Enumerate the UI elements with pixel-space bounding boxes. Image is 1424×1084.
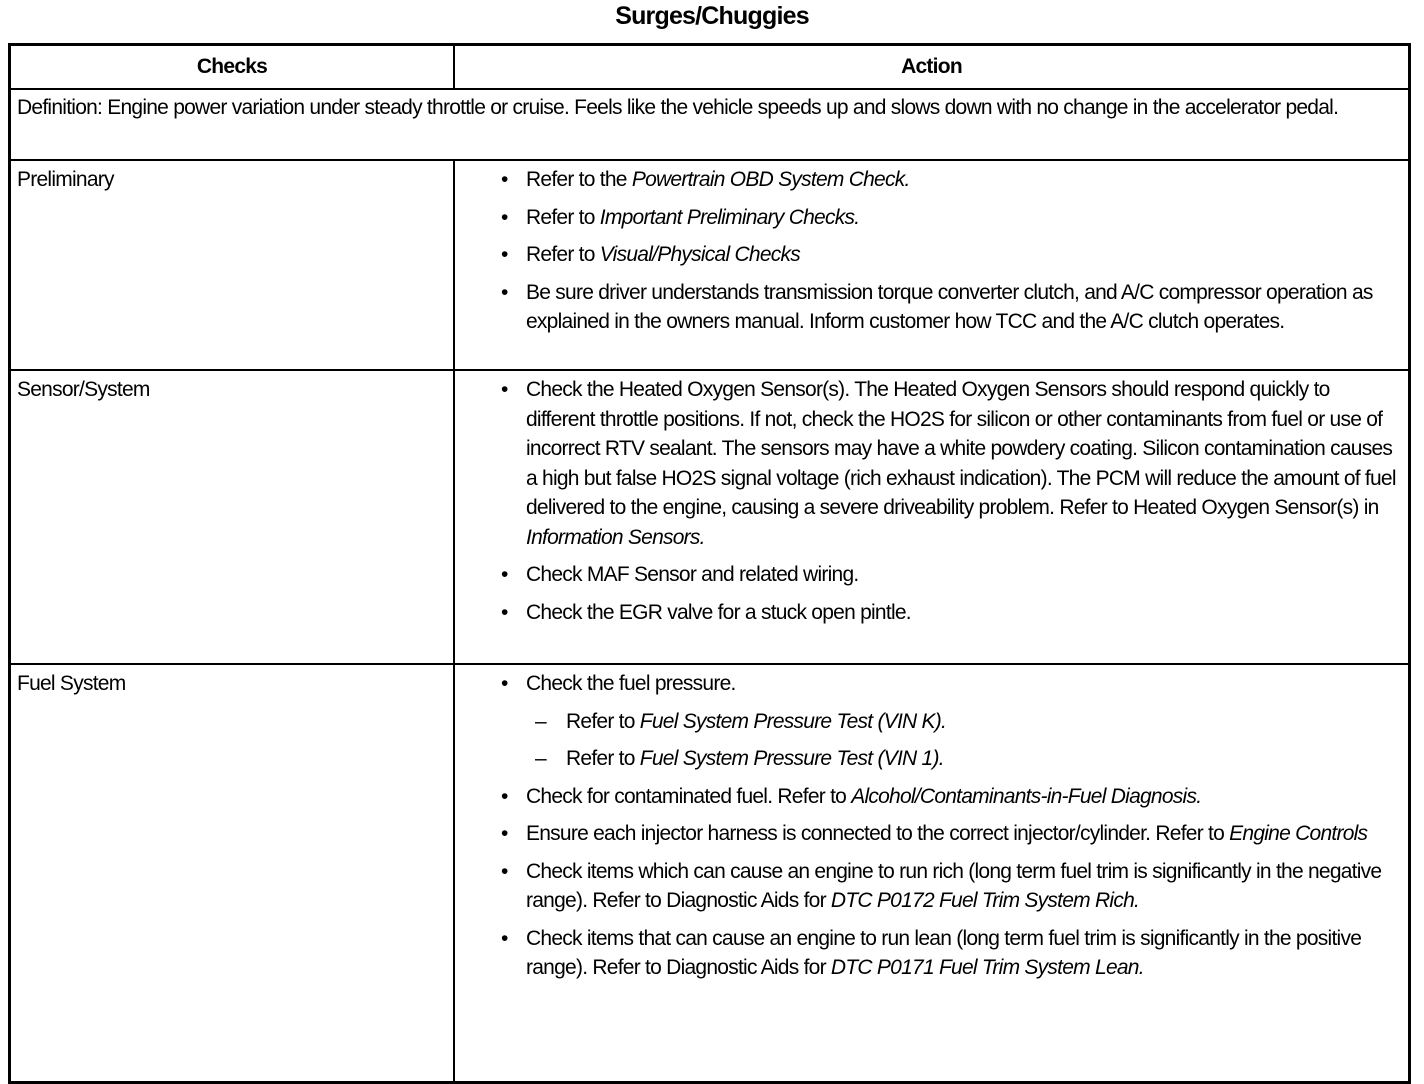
- table-row: [10, 370, 1410, 664]
- definition-row: [10, 89, 1410, 160]
- item-text: Check items that can cause an engine to run lean (long term fuel trim is significantly in the positive range). Refer to Diagnostic Aids for: [526, 926, 1362, 979]
- list-item: [495, 857, 1400, 916]
- bullet-icon: •: [501, 378, 508, 401]
- dash-icon: –: [535, 747, 546, 770]
- list-item: [495, 203, 1400, 233]
- item-text: Refer to: [566, 709, 640, 733]
- reference-link-text: Engine Controls: [1229, 822, 1368, 845]
- item-text: Check items which can cause an engine to run rich (long term fuel trim is significantly in the negative range). Refer to Diagnostic Aids for: [526, 859, 1382, 912]
- item-text: Check the Heated Oxygen Sensor(s). The Heated Oxygen Sensors should respond quickly to different throttle positions. If not, check the HO2S for silicon or other contaminants from fuel or use of incorrect RTV sealant. The sensors may have a white powdery coating. Silicon contamination causes a high but false HO2S signal voltage (rich exhaust indication). The PCM will reduce the amount of fuel delivered to the engine, causing a severe driveability problem. Refer to Heated Oxygen Sensor(s) in: [526, 378, 1396, 519]
- item-text: Ensure each injector harness is connected to the correct injector/cylinder. Refer to: [526, 822, 1230, 845]
- item-text: Refer to: [526, 205, 600, 229]
- list-item: [495, 240, 1400, 270]
- check-cell: Sensor/System: [10, 370, 455, 664]
- check-cell: Fuel System: [10, 664, 455, 1083]
- reference-link-text: Important Preliminary Checks.: [599, 205, 860, 229]
- list-item: [495, 375, 1400, 552]
- reference-link-text: Fuel System Pressure Test (VIN 1).: [639, 747, 944, 770]
- item-text: Refer to: [566, 747, 640, 770]
- bullet-icon: •: [501, 280, 508, 304]
- reference-link-text: Alcohol/Contaminants-in-Fuel Diagnosis.: [851, 784, 1202, 808]
- reference-link-text: Fuel System Pressure Test (VIN K).: [639, 709, 947, 733]
- action-cell: [454, 664, 1410, 1083]
- bullet-icon: •: [501, 926, 508, 950]
- reference-link-text: DTC P0171 Fuel Trim System Lean.: [830, 956, 1144, 979]
- action-cell: [454, 160, 1410, 370]
- bullet-icon: •: [501, 600, 508, 624]
- definition-text: Definition: Engine power variation under steady throttle or cruise. Feels like the vehicle speeds up and slows down with no change in the accelerator pedal.: [10, 89, 1410, 160]
- checks-header: Checks: [10, 45, 455, 90]
- bullet-icon: •: [501, 205, 508, 229]
- bullet-icon: •: [501, 784, 508, 808]
- page-title: Surges/Chuggies: [615, 2, 809, 30]
- list-item: [495, 782, 1400, 812]
- item-text: Check the EGR valve for a stuck open pintle.: [526, 600, 911, 624]
- bullet-icon: •: [501, 859, 508, 883]
- diagnosis-table: [8, 43, 1411, 1084]
- item-text: Refer to the: [526, 168, 632, 191]
- reference-link-text: DTC P0172 Fuel Trim System Rich.: [830, 889, 1140, 912]
- list-item: [495, 278, 1400, 337]
- list-item: [495, 924, 1400, 983]
- bullet-icon: •: [501, 168, 508, 191]
- check-cell: Preliminary: [10, 160, 455, 370]
- reference-link-text: Powertrain OBD System Check.: [631, 168, 910, 191]
- dash-icon: –: [535, 709, 546, 733]
- list-item: [495, 669, 1400, 699]
- reference-link-text: Visual/Physical Checks: [599, 243, 801, 266]
- bullet-icon: •: [501, 822, 508, 845]
- sub-list-item: [495, 744, 1400, 774]
- action-cell: [454, 370, 1410, 664]
- list-item: [495, 560, 1400, 590]
- sub-list-item: [495, 707, 1400, 737]
- bullet-icon: •: [501, 243, 508, 266]
- list-item: [495, 598, 1400, 628]
- item-text: Be sure driver understands transmission torque converter clutch, and A/C compressor operation as explained in the owners manual. Inform customer how TCC and the A/C clutch operates.: [526, 280, 1373, 333]
- bullet-icon: •: [501, 672, 508, 695]
- bullet-icon: •: [501, 563, 508, 586]
- table-row: [10, 664, 1410, 1083]
- item-text: Check the fuel pressure.: [526, 672, 736, 695]
- item-text: Refer to: [526, 243, 600, 266]
- action-header: Action: [454, 45, 1410, 90]
- table-row: [10, 160, 1410, 370]
- reference-link-text: Information Sensors.: [526, 525, 705, 549]
- item-text: Check MAF Sensor and related wiring.: [526, 563, 859, 586]
- list-item: [495, 819, 1400, 849]
- item-text: Check for contaminated fuel. Refer to: [526, 784, 852, 808]
- list-item: [495, 165, 1400, 195]
- header-row: [10, 45, 1410, 90]
